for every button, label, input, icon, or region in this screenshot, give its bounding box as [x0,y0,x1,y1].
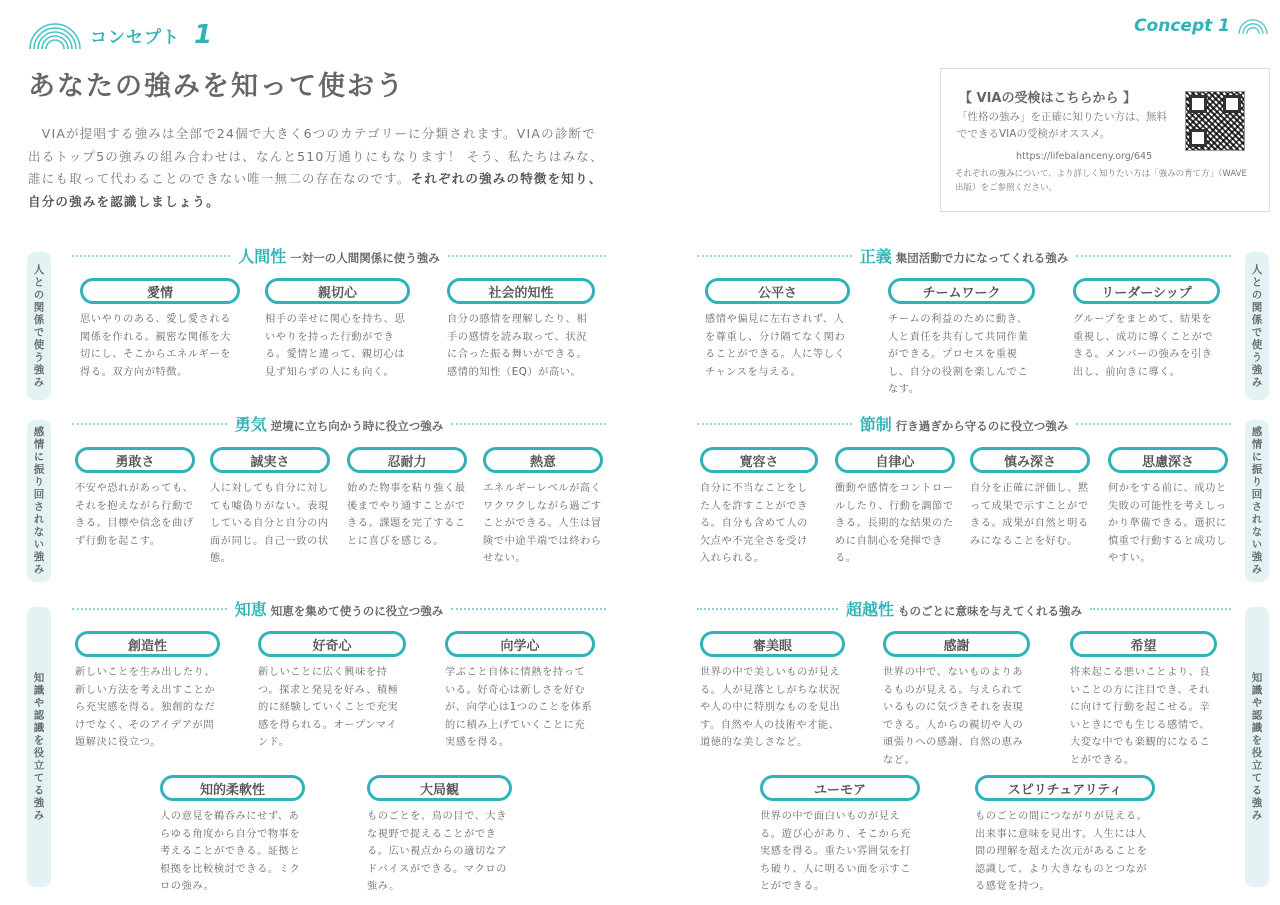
strength-description: 不安や恐れがあっても、それを抱えながら行動できる。目標や信念を曲げず行動を起こす。 [75,483,194,547]
strength-card [1108,447,1228,568]
section-subtitle: 一対一の人間関係に使う強み [290,251,440,265]
strength-description: 何かをする前に、成功と失敗の可能性を考えしっかり準備できる。選択に慎重で行動すると成功しやすい。 [1108,483,1227,564]
page-title: あなたの強みを知って使おう [28,71,405,102]
strength-label-pill[interactable]: リーダーシップ [1073,278,1220,304]
strength-description: 自分を正確に評価し、黙って成果で示すことができる。成果が自然と明るみになることを好む。 [970,483,1089,547]
side-tab-emotions: 感情に振り回されない強み [27,420,51,582]
strength-label-pill[interactable]: 慎み深さ [970,447,1090,473]
strength-description: 自分の感情を理解したり、相手の感情を読み取って、状況に合った振る舞いができる。感情的知性（EQ）が高い。 [447,314,588,378]
strength-card [367,775,512,896]
strength-card [447,278,595,381]
section-subtitle: 逆境に立ち向かう時に役立つ強み [270,419,444,433]
section-name: 正義 [859,247,892,266]
section-subtitle: 行き過ぎから守るのに役立つ強み [895,419,1069,433]
strength-label-pill[interactable]: 知的柔軟性 [160,775,305,801]
section-subtitle: 集団活動で力になってくれる強み [895,251,1069,265]
rainbow-icon [28,21,82,49]
strength-card [700,631,845,752]
section-title [860,244,1069,267]
rainbow-icon [1238,18,1268,34]
dotted-divider [451,608,606,610]
dotted-divider [1076,255,1231,257]
strength-label-pill[interactable]: 感謝 [883,631,1030,657]
strength-card [975,775,1155,896]
strength-card [80,278,240,381]
strength-label-pill[interactable]: スピリチュアリティ [975,775,1155,801]
strength-description: 学ぶこと自体に情熱を持っている。好奇心は新しさを好むが、向学心は1つのことを体系的に積み上げていくことに充実感を得る。 [445,667,593,748]
strength-card [445,631,595,752]
dotted-divider [451,423,606,425]
strength-label-pill[interactable]: 忍耐力 [347,447,467,473]
section-subtitle: 知恵を集めて使うのに役立つ強み [270,604,444,618]
section-name: 超越性 [846,600,895,619]
section-title [235,597,444,620]
side-tab-emotions-right: 感情に振り回されない強み [1245,420,1269,582]
strength-label-pill[interactable]: チームワーク [888,278,1035,304]
strength-description: 世界の中で面白いものが見える。遊び心があり、そこから充実感を得る。重たい雰囲気を打ち破り、人に明るい面を示すことができる。 [760,811,912,892]
strength-description: 人に対しても自分に対しても嘘偽りがない。表現している自分と自分の内面が同じ。自己一致の状態。 [210,483,329,564]
strength-label-pill[interactable]: 寛容さ [700,447,818,473]
section-title [235,412,444,435]
strength-card [970,447,1090,550]
intro-paragraph [28,123,608,213]
concept-jp: コンセプト [90,27,180,48]
strength-label-pill[interactable]: 希望 [1070,631,1217,657]
strength-description: 世界の中で、ないものよりあるものが見える。与えられているものに気づきそれを表現できる。人からの親切や人の頑張りへの感謝、自然の恵みなど。 [883,667,1024,766]
concept-label [28,20,212,50]
side-tab-knowledge: 知識や認識を役立てる強み [27,607,51,887]
intro-bold: それぞれの強みの特徴を知り、自分の強みを認識しましょう。 [28,171,603,209]
strength-label-pill[interactable]: 誠実さ [210,447,330,473]
strength-label-pill[interactable]: 自律心 [835,447,955,473]
strength-card [210,447,330,568]
dotted-divider [1090,608,1231,610]
section-name: 節制 [859,415,892,434]
info-note: それぞれの強みについて、より詳しく知りたい方は「強みの育て方」（WAVE出版）をご参照ください。 [955,169,1247,193]
dotted-divider [1076,423,1231,425]
strength-description: 始めた物事を粘り強く最後までやり通すことができる。課題を完了することに喜びを感じる。 [347,483,466,547]
strength-card [705,278,850,381]
strength-label-pill[interactable]: 思慮深さ [1108,447,1228,473]
strength-label-pill[interactable]: 社会的知性 [447,278,595,304]
strength-label-pill[interactable]: 好奇心 [258,631,406,657]
side-tab-relations-right: 人との関係で使う強み [1245,252,1269,400]
dotted-divider [697,608,838,610]
strength-card [75,447,195,550]
section-subtitle: ものごとに意味を与えてくれる強み [898,604,1083,618]
qr-code-icon[interactable] [1185,91,1245,151]
strength-description: チームの利益のために動き、人と責任を共有して共同作業ができる。プロセスを重視し、自分の役割を楽しんでこなす。 [888,314,1029,395]
strength-label-pill[interactable]: 大局観 [367,775,512,801]
strength-description: エネルギーレベルが高くワクワクしながら過ごすことができる。人生は冒険で中途半端では終わらせない。 [483,483,602,564]
strength-card [265,278,410,381]
info-title: 【 VIAの受検はこちらから 】 [959,91,1137,106]
strength-card [258,631,406,752]
strength-description: 自分に不当なことをした人を許すことができる。自分も含めて人の欠点や不完全さを受け入れられる。 [700,483,808,564]
section-title [846,597,1082,620]
strength-card [1073,278,1220,381]
strength-card [888,278,1035,399]
section-header [697,412,1231,435]
section-title [860,412,1069,435]
via-url-link[interactable]: https://lifebalanceny.org/645 [1016,151,1153,162]
side-tab-knowledge-right: 知識や認識を役立てる強み [1245,607,1269,887]
side-tab-relations: 人との関係で使う強み [27,252,51,400]
strength-card [75,631,220,752]
strength-description: 思いやりのある、愛し愛される関係を作れる。親密な関係を大切にし、そこからエネルギーを得る。双方向が特徴。 [80,314,232,378]
strength-label-pill[interactable]: 公平さ [705,278,850,304]
via-info-box [940,68,1270,212]
section-header [697,244,1231,267]
strength-description: 世界の中で美しいものが見える。人が見落としがちな状況や人の中に特別なものを見出す。自然や人の技術や才能、道徳的な美しさなど。 [700,667,841,748]
strength-label-pill[interactable]: 創造性 [75,631,220,657]
intro-text: VIAが提唱する強みは全部で24個で大きく6つのカテゴリーに分類されます。VIAの診断で出るトップ5の強みの組み合わせは、なんと510万通りにもなります！ そう、私たちはみな、誰にも取って代わることのできない唯一無二の存在なのです。 [28,126,604,186]
concept-en-label [1134,16,1268,36]
section-name: 人間性 [238,247,287,266]
strength-description: 相手の幸せに関心を持ち、思いやりを持った行動ができる。愛情と違って、親切心は見ず知らずの人にも向く。 [265,314,406,378]
strength-description: 将来起こる悪いことより、良いことの方に注目でき、それに向けて行動を起こせる。辛いときにでも生じる感情で、大変な中でも楽観的になることができる。 [1070,667,1211,766]
strength-label-pill[interactable]: ユーモア [760,775,920,801]
strength-label-pill[interactable]: 審美眼 [700,631,845,657]
concept-number: 1 [194,20,213,50]
strength-label-pill[interactable]: 親切心 [265,278,410,304]
section-header [72,412,606,435]
strength-description: 衝動や感情をコントロールしたり、行動を調節できる。長期的な結果のために自制心を発揮できる。 [835,483,954,564]
dotted-divider [448,255,606,257]
strength-card [1070,631,1217,769]
strength-label-pill[interactable]: 愛情 [80,278,240,304]
strength-description: グループをまとめて、結果を重視し、成功に導くことができる。メンバーの強みを引き出し、前向きに導く。 [1073,314,1214,378]
strength-description: 人の意見を鵜呑みにせず、あらゆる角度から自分で物事を考えることができる。証拠と根拠を比較検討できる。ミクロの強み。 [160,811,301,892]
strength-card [883,631,1030,769]
dotted-divider [72,608,227,610]
strength-label-pill[interactable]: 勇敢さ [75,447,195,473]
strength-card [760,775,920,896]
strength-card [160,775,305,896]
section-header [72,244,606,267]
dotted-divider [72,423,227,425]
strength-description: ものごとの間につながりが見える。出来事に意味を見出す。人生には人間の理解を超えた次元があることを認識して、より大きなものとつながる感覚を持つ。 [975,811,1148,892]
strength-card [483,447,603,568]
strength-card [835,447,955,568]
strength-description: ものごとを、鳥の目で、大きな視野で捉えることができる。広い視点からの適切なアドバイスができる。マクロの強み。 [367,811,508,892]
strength-label-pill[interactable]: 向学心 [445,631,595,657]
strength-label-pill[interactable]: 熱意 [483,447,603,473]
dotted-divider [72,255,230,257]
strength-description: 新しいことに広く興味を持つ。探求と発見を好み、積極的に経験していくことで充実感を得られる。オープンマインド。 [258,667,399,748]
info-text: 「性格の強み」を正確に知りたい方は、無料でできるVIAの受検がオススメ。 [957,111,1167,140]
strength-description: 感情や偏見に左右されず、人を尊重し、分け隔てなく関わることができる。人に等しくチャンスを与える。 [705,314,846,378]
section-header [697,597,1231,620]
strength-description: 新しいことを生み出したり、新しい方法を考え出すことから充実感を得る。独創的なだけでなく、そのアイデアが問題解決に役立つ。 [75,667,216,748]
dotted-divider [697,255,852,257]
dotted-divider [697,423,852,425]
strength-card [347,447,467,550]
concept-en: Concept 1 [1134,16,1230,36]
strength-card [700,447,818,568]
section-header [72,597,606,620]
section-title [238,244,440,267]
section-name: 知恵 [234,600,267,619]
section-name: 勇気 [234,415,267,434]
